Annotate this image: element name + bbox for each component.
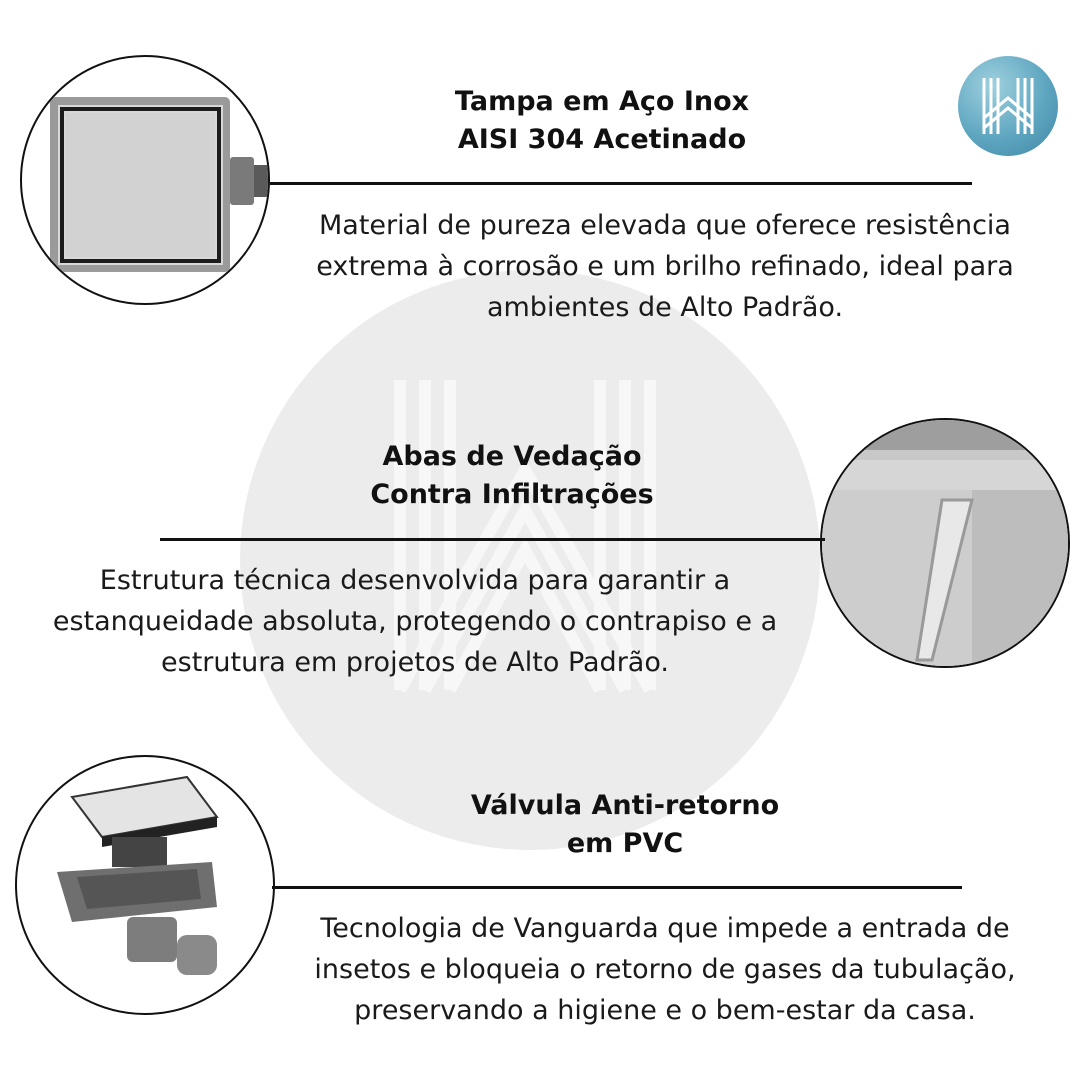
anti-return-valve-image <box>15 755 275 1015</box>
feature-description-sealing-flaps: Estrutura técnica desenvolvida para garantir a estanqueidade absoluta, protegendo o contrapiso e a estrutura em projetos de Alto Padrão. <box>52 565 778 678</box>
feature-description-anti-return-valve: Tecnologia de Vanguarda que impede a entrada de insetos e bloqueia o retorno de gases da tubulação, preservando a higiene e o bem-estar da casa. <box>314 913 1016 1026</box>
divider-line <box>270 182 972 185</box>
stainless-cover-image <box>20 55 270 305</box>
brand-logo <box>958 56 1058 156</box>
feature-title-stainless-cover: Tampa em Aço Inox AISI 304 Acetinado <box>454 86 750 155</box>
divider-line <box>160 538 825 541</box>
sealing-flaps-image <box>820 418 1070 668</box>
feature-title-sealing-flaps: Abas de Vedação Contra Infiltrações <box>370 441 654 510</box>
divider-line <box>272 886 962 889</box>
feature-title-anti-return-valve: Válvula Anti-retorno em PVC <box>470 790 780 859</box>
brand-logo-icon <box>958 56 1058 156</box>
feature-description-stainless-cover: Material de pureza elevada que oferece resistência extrema à corrosão e um brilho refinado, ideal para ambientes de Alto Padrão. <box>316 210 1014 323</box>
